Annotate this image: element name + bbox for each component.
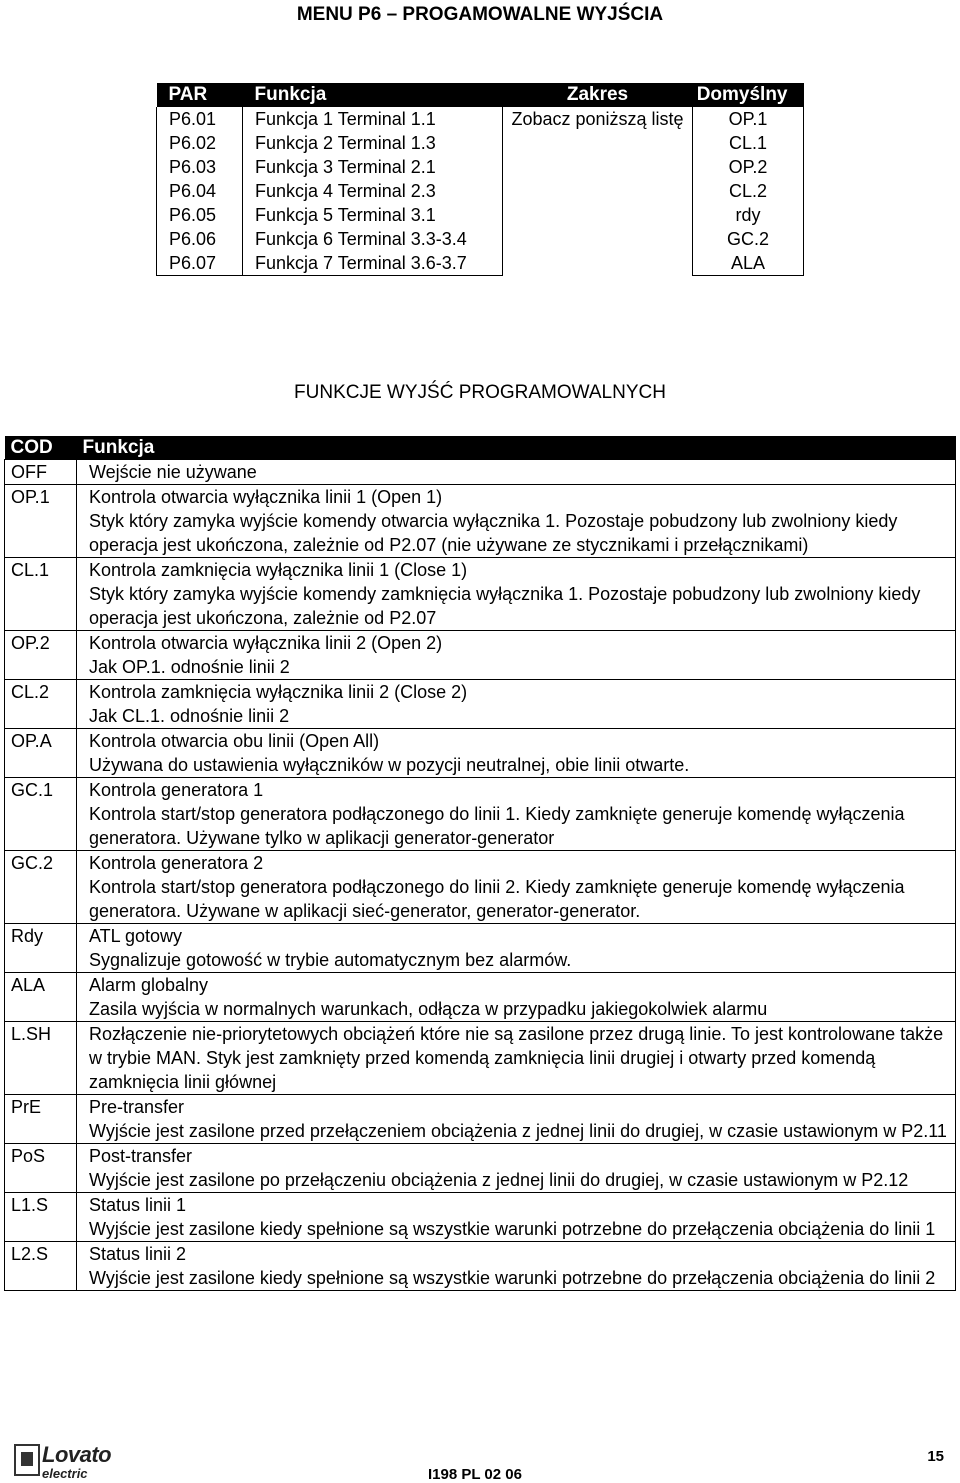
function-description: Kontrola start/stop generatora podłączonego do linii 1. Kiedy zamknięte generuje komendę wyłączenia generatora. Używane tylko w aplikacji generator-generator	[89, 804, 905, 848]
parameter-code: P6.06	[157, 227, 243, 251]
header-cod: COD	[5, 436, 77, 460]
function-cell	[77, 558, 956, 631]
function-code: L.SH	[5, 1022, 77, 1095]
header-funkcja: Funkcja	[243, 83, 503, 107]
parameter-default: rdy	[693, 203, 804, 227]
function-name: Kontrola generatora 2	[89, 853, 264, 873]
parameter-default: CL.1	[693, 131, 804, 155]
function-name: Pre-transfer	[89, 1097, 185, 1117]
function-description: Wyjście jest zasilone po przełączeniu obciążenia z jednej linii do drugiej, w czasie ustawionym w P2.12	[89, 1170, 909, 1190]
header-par: PAR	[157, 83, 243, 107]
function-code: OP.1	[5, 485, 77, 558]
function-row	[5, 1242, 956, 1291]
parameter-default: OP.1	[693, 107, 804, 131]
function-code: L1.S	[5, 1193, 77, 1242]
function-description: Używana do ustawienia wyłączników w pozycji neutralnej, obie linii otwarte.	[89, 755, 690, 775]
function-name: Kontrola otwarcia wyłącznika linii 2 (Open 2)	[89, 633, 443, 653]
function-name: Kontrola otwarcia wyłącznika linii 1 (Open 1)	[89, 487, 443, 507]
parameter-function: Funkcja 2 Terminal 1.3	[243, 131, 503, 155]
page-title: MENU P6 – PROGAMOWALNE WYJŚCIA	[296, 4, 664, 25]
parameter-function: Funkcja 3 Terminal 2.1	[243, 155, 503, 179]
function-description: Wyjście jest zasilone kiedy spełnione są wszystkie warunki potrzebne do przełączenia obciążenia do linii 1	[89, 1219, 936, 1239]
function-name: Status linii 1	[89, 1195, 187, 1215]
parameter-row	[157, 107, 804, 131]
header-funkcja: Funkcja	[77, 436, 956, 460]
function-cell	[77, 1095, 956, 1144]
function-row	[5, 729, 956, 778]
function-row	[5, 924, 956, 973]
function-row	[5, 460, 956, 485]
parameter-table-header	[157, 83, 804, 107]
parameter-code: P6.04	[157, 179, 243, 203]
function-cell	[77, 1022, 956, 1095]
parameter-default: GC.2	[693, 227, 804, 251]
function-row	[5, 680, 956, 729]
function-description: Wyjście jest zasilone przed przełączeniem obciążenia z jednej linii do drugiej, w czasie ustawionym w P2.11	[89, 1121, 947, 1141]
parameter-code: P6.05	[157, 203, 243, 227]
logo-mark-icon	[14, 1444, 40, 1476]
parameter-row	[157, 155, 804, 179]
function-cell	[77, 460, 956, 485]
header-domyslny: Domyślny	[693, 83, 804, 107]
page-number: 15	[927, 1448, 944, 1465]
function-name: Kontrola zamknięcia wyłącznika linii 2 (Close 2)	[89, 682, 468, 702]
function-row	[5, 1193, 956, 1242]
logo-text: Lovato	[42, 1442, 112, 1467]
parameter-default: CL.2	[693, 179, 804, 203]
function-row	[5, 1022, 956, 1095]
function-description: Sygnalizuje gotowość w trybie automatycznym bez alarmów.	[89, 950, 572, 970]
function-row	[5, 1144, 956, 1193]
function-cell	[77, 729, 956, 778]
function-code: OP.A	[5, 729, 77, 778]
function-name: Kontrola zamknięcia wyłącznika linii 1 (Close 1)	[89, 560, 468, 580]
function-cell	[77, 1144, 956, 1193]
function-code: CL.2	[5, 680, 77, 729]
logo-subtext: electric	[42, 1466, 88, 1481]
function-row	[5, 558, 956, 631]
parameter-row	[157, 179, 804, 203]
parameter-row	[157, 251, 804, 276]
function-row	[5, 973, 956, 1022]
parameter-row	[157, 227, 804, 251]
parameter-row	[157, 203, 804, 227]
parameter-default: OP.2	[693, 155, 804, 179]
function-name: ATL gotowy	[89, 926, 183, 946]
parameter-function: Funkcja 5 Terminal 3.1	[243, 203, 503, 227]
function-code: PoS	[5, 1144, 77, 1193]
function-cell	[77, 778, 956, 851]
parameter-code: P6.02	[157, 131, 243, 155]
parameter-code: P6.07	[157, 251, 243, 276]
parameter-function: Funkcja 6 Terminal 3.3-3.4	[243, 227, 503, 251]
function-cell	[77, 631, 956, 680]
function-table	[4, 436, 956, 1291]
parameter-function: Funkcja 4 Terminal 2.3	[243, 179, 503, 203]
function-description: Jak OP.1. odnośnie linii 2	[89, 657, 290, 677]
lovato-logo	[14, 1444, 112, 1480]
function-description: Kontrola start/stop generatora podłączonego do linii 2. Kiedy zamknięte generuje komendę wyłączenia generatora. Używane w aplikacji sieć-generator, generator-generator.	[89, 877, 905, 921]
function-row	[5, 1095, 956, 1144]
function-code: OFF	[5, 460, 77, 485]
function-description: Styk który zamyka wyjście komendy otwarcia wyłącznika 1. Pozostaje pobudzony lub zwolniony kiedy operacja jest ukończona, zależnie od P2.07 (nie używane ze stycznikami i przełącznikami)	[89, 511, 898, 555]
function-cell	[77, 1242, 956, 1291]
section-subtitle: FUNKCJE WYJŚĆ PROGRAMOWALNYCH	[294, 382, 666, 403]
function-cell	[77, 851, 956, 924]
function-cell	[77, 1193, 956, 1242]
parameter-function: Funkcja 1 Terminal 1.1	[243, 107, 503, 131]
function-code: OP.2	[5, 631, 77, 680]
function-code: GC.2	[5, 851, 77, 924]
function-code: GC.1	[5, 778, 77, 851]
function-cell	[77, 680, 956, 729]
function-name: Rozłączenie nie-priorytetowych obciążeń które nie są zasilone przez drugą linie. To jest kontrolowane także w trybie MAN. Styk jest zamknięty przed komendą zamknięcia linii drugiej i otwarty przed komendą zamknięcia linii głównej	[89, 1024, 944, 1092]
function-row	[5, 778, 956, 851]
function-cell	[77, 485, 956, 558]
parameter-default: ALA	[693, 251, 804, 276]
function-name: Alarm globalny	[89, 975, 209, 995]
header-zakres: Zakres	[503, 83, 693, 107]
function-cell	[77, 973, 956, 1022]
function-cell	[77, 924, 956, 973]
parameter-table	[156, 83, 804, 276]
function-code: CL.1	[5, 558, 77, 631]
function-row	[5, 851, 956, 924]
function-name: Kontrola generatora 1	[89, 780, 264, 800]
parameter-range: Zobacz poniższą listę	[503, 107, 693, 276]
function-name: Status linii 2	[89, 1244, 187, 1264]
function-name: Wejście nie używane	[89, 462, 257, 482]
function-code: PrE	[5, 1095, 77, 1144]
function-code: ALA	[5, 973, 77, 1022]
function-description: Jak CL.1. odnośnie linii 2	[89, 706, 290, 726]
function-row	[5, 631, 956, 680]
function-description: Zasila wyjścia w normalnych warunkach, odłącza w przypadku jakiegokolwiek alarmu	[89, 999, 768, 1019]
function-table-header	[5, 436, 956, 460]
parameter-code: P6.01	[157, 107, 243, 131]
function-description: Styk który zamyka wyjście komendy zamknięcia wyłącznika 1. Pozostaje pobudzony lub zwolniony kiedy operacja jest ukończona, zależnie od P2.07	[89, 584, 921, 628]
parameter-function: Funkcja 7 Terminal 3.6-3.7	[243, 251, 503, 276]
function-name: Post-transfer	[89, 1146, 193, 1166]
document-id: I198 PL 02 06	[428, 1466, 522, 1483]
function-code: Rdy	[5, 924, 77, 973]
function-name: Kontrola otwarcia obu linii (Open All)	[89, 731, 380, 751]
parameter-code: P6.03	[157, 155, 243, 179]
function-row	[5, 485, 956, 558]
function-code: L2.S	[5, 1242, 77, 1291]
parameter-row	[157, 131, 804, 155]
function-description: Wyjście jest zasilone kiedy spełnione są wszystkie warunki potrzebne do przełączenia obciążenia do linii 2	[89, 1268, 936, 1288]
